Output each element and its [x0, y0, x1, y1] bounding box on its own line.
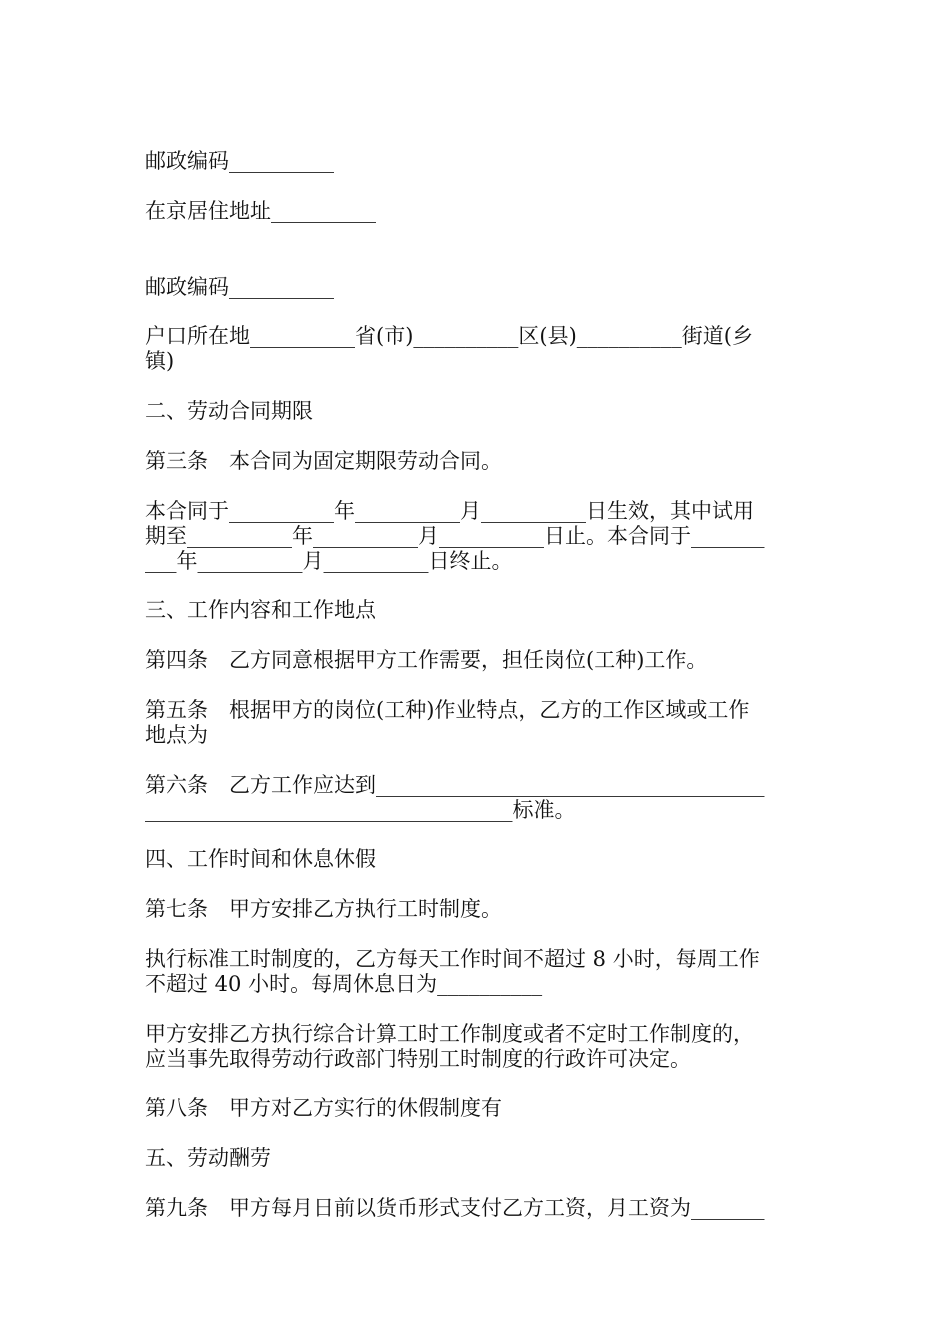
- standard-hours-line-2: 不超过 40 小时。每周休息日为__________: [145, 972, 543, 996]
- article-7: 第七条 甲方安排乙方执行工时制度。: [145, 897, 502, 921]
- section-heading-2: 二、劳动合同期限: [145, 399, 313, 423]
- article-5-line-2: 地点为: [145, 723, 208, 747]
- article-8: 第八条 甲方对乙方实行的休假制度有: [145, 1096, 502, 1120]
- contract-term-line-2: 期至__________年__________月__________日止。本合同于_______: [145, 524, 765, 548]
- article-9: 第九条 甲方每月日前以货币形式支付乙方工资，月工资为_______: [145, 1196, 765, 1220]
- article-5-line-1: 第五条 根据甲方的岗位(工种)作业特点，乙方的工作区域或工作: [145, 698, 750, 722]
- postal-code-line-2: 邮政编码__________: [145, 275, 334, 299]
- section-heading-5: 五、劳动酬劳: [145, 1146, 271, 1170]
- section-heading-3: 三、工作内容和工作地点: [145, 598, 376, 622]
- standard-hours-line-1: 执行标准工时制度的，乙方每天工作时间不超过 8 小时，每周工作: [145, 947, 760, 971]
- household-registration-line-cont: 镇): [145, 349, 175, 373]
- section-heading-4: 四、工作时间和休息休假: [145, 847, 376, 871]
- household-registration-line: 户口所在地__________省(市)__________区(县)__________街道(乡: [145, 324, 753, 348]
- special-hours-line-1: 甲方安排乙方执行综合计算工时工作制度或者不定时工作制度的，: [145, 1022, 754, 1046]
- article-6-line-1: 第六条 乙方工作应达到_____________________________________: [145, 773, 765, 797]
- article-6-line-2: ___________________________________标准。: [145, 798, 576, 822]
- postal-code-line-1: 邮政编码__________: [145, 149, 334, 173]
- special-hours-line-2: 应当事先取得劳动行政部门特别工时制度的行政许可决定。: [145, 1047, 691, 1071]
- contract-term-line-3: ___年__________月__________日终止。: [145, 549, 513, 573]
- article-3: 第三条 本合同为固定期限劳动合同。: [145, 449, 502, 473]
- beijing-address-line: 在京居住地址__________: [145, 199, 376, 223]
- contract-term-line-1: 本合同于__________年__________月__________日生效，其中试用: [145, 499, 754, 523]
- article-4: 第四条 乙方同意根据甲方工作需要，担任岗位(工种)工作。: [145, 648, 708, 672]
